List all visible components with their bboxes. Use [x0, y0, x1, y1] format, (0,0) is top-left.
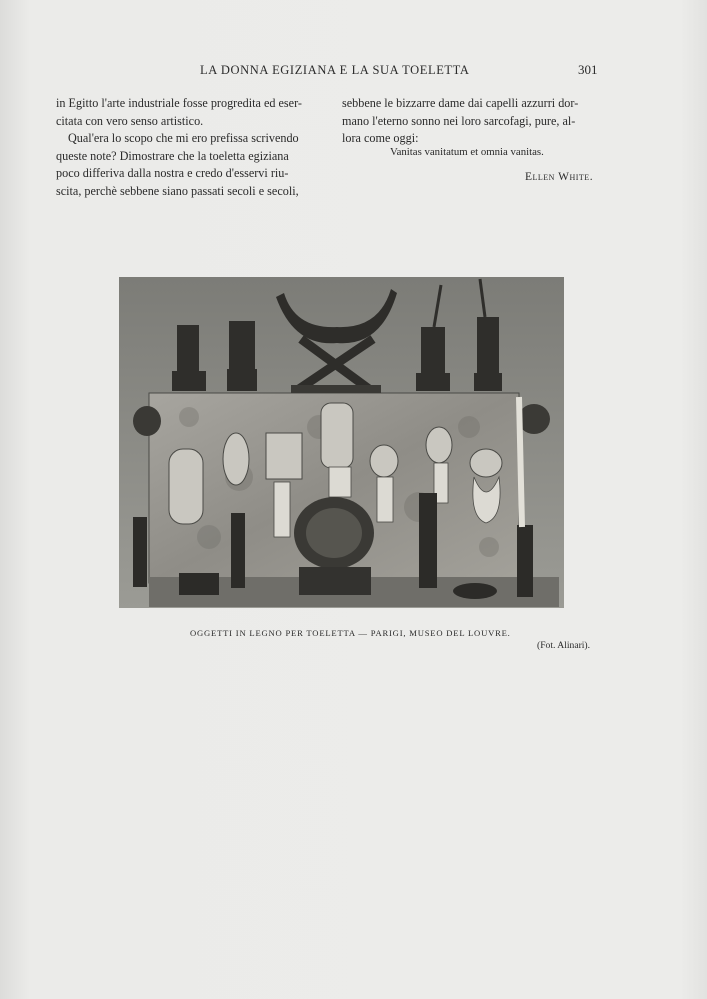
figure-caption: OGGETTI IN LEGNO PER TOELETTA — PARIGI, MUSEO DEL LOUVRE.	[190, 628, 511, 638]
text-line: lora come oggi:	[342, 131, 419, 146]
latin-quote: Vanitas vanitatum et omnia vanitas.	[390, 146, 544, 158]
text-line: scita, perchè sebbene siano passati secoli e secoli,	[56, 183, 299, 198]
text-line: Qual'era lo scopo che mi ero prefissa scrivendo	[68, 131, 299, 146]
photo-credit: (Fot. Alinari).	[537, 640, 591, 651]
photograph-illustration	[119, 277, 564, 608]
photograph-toilet-objects	[119, 277, 564, 608]
text-line: citata con vero senso artistico.	[56, 113, 204, 128]
text-line: sebbene le bizzarre dame dai capelli azzurri dor-	[342, 96, 579, 110]
running-head: LA DONNA EGIZIANA E LA SUA TOELETTA	[200, 63, 470, 77]
page-number: 301	[578, 62, 598, 77]
text-line: mano l'eterno sonno nei loro sarcofagi, pure, al-	[342, 113, 576, 128]
left-column	[56, 95, 328, 201]
text-line: in Egitto l'arte industriale fosse progredita ed eser-	[56, 96, 302, 110]
text-line: poco differiva dalla nostra e credo d'esservi riu-	[56, 166, 289, 181]
author-signature: Ellen White.	[525, 171, 594, 183]
right-column	[342, 95, 614, 148]
text-line: queste note? Dimostrare che la toeletta egiziana	[56, 148, 289, 163]
